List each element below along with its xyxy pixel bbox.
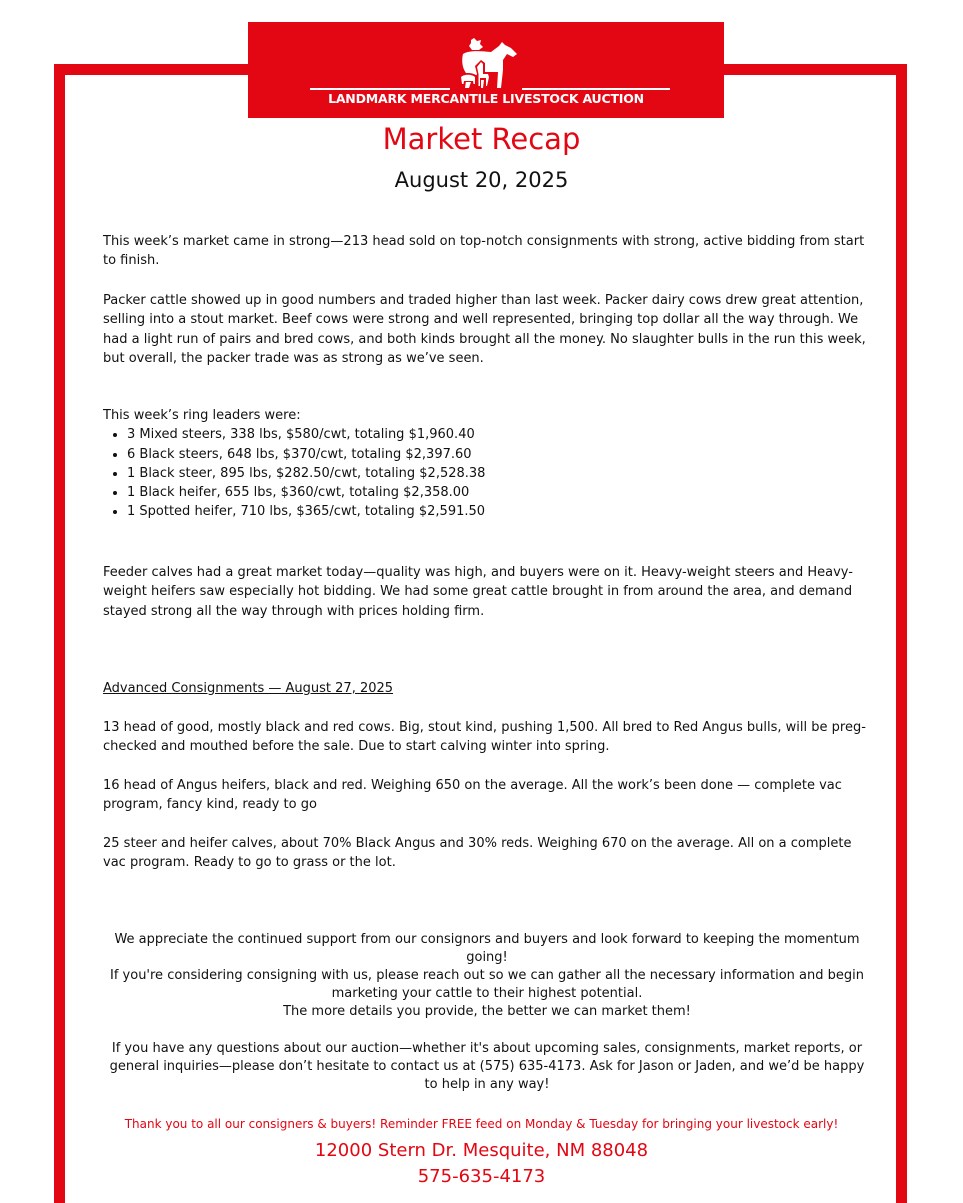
- phone-number: 575-635-4173: [417, 1166, 546, 1187]
- list-item: • 6 Black steers, 648 lbs, $370/cwt, totaling $2,397.60: [127, 445, 873, 464]
- ring-leaders-intro: This week’s ring leaders were:: [103, 408, 301, 423]
- page-title: Market Recap: [382, 122, 581, 156]
- thanks-note: Thank you to all our consigners & buyers! Reminder FREE feed on Monday & Tuesday for bringing your livestock early!: [124, 1117, 839, 1131]
- livestock-silhouette-icon: [455, 36, 521, 96]
- closing-line: The more details you provide, the better we can market them!: [283, 1004, 691, 1019]
- org-name: LANDMARK MERCANTILE LIVESTOCK AUCTION: [328, 91, 644, 106]
- consignment-item: 13 head of good, mostly black and red cows. Big, stout kind, pushing 1,500. All bred to Red Angus bulls, will be preg-checked and mouthed before the sale. Due to start calving winter into spring.: [103, 720, 866, 755]
- list-item: • 3 Mixed steers, 338 lbs, $580/cwt, totaling $1,960.40: [127, 425, 873, 444]
- ring-leaders-list: [103, 425, 873, 521]
- consignments-heading: Advanced Consignments — August 27, 2025: [103, 681, 394, 696]
- closing-line: We appreciate the continued support from our consignors and buyers and look forward to keeping the momentum going!: [114, 932, 860, 965]
- feeder-paragraph: Feeder calves had a great market today—quality was high, and buyers were on it. Heavy-weight steers and Heavy-weight heifers saw especially hot bidding. We had some great cattle brought in from around the area, and demand stayed strong all the way through with prices holding firm.: [103, 565, 853, 619]
- list-item: • 1 Black steer, 895 lbs, $282.50/cwt, totaling $2,528.38: [127, 464, 873, 483]
- packer-paragraph: Packer cattle showed up in good numbers and traded higher than last week. Packer dairy cows drew great attention, selling into a stout market. Beef cows were strong and well represented, bringing top dollar all the way through. We had a light run of pairs and bred cows, and both kinds brought all the money. No slaughter bulls in the run this week, but overall, the packer trade was as strong as we’ve seen.: [103, 293, 866, 366]
- report-date: August 20, 2025: [394, 168, 569, 192]
- list-item: • 1 Black heifer, 655 lbs, $360/cwt, totaling $2,358.00: [127, 483, 873, 502]
- contact-message: If you have any questions about our auction—whether it's about upcoming sales, consignments, market reports, or general inquiries—please don’t hesitate to contact us at (575) 635-4173. Ask for Jason or Jaden, and we’d be happy to help in any way!: [109, 1041, 865, 1092]
- banner-rule: [522, 88, 670, 90]
- consignment-item: 25 steer and heifer calves, about 70% Black Angus and 30% reds. Weighing 670 on the average. All on a complete vac program. Ready to go to grass or the lot.: [103, 836, 852, 871]
- ring-leaders-section: [103, 406, 873, 522]
- consignment-item: 16 head of Angus heifers, black and red. Weighing 650 on the average. All the work’s been done — complete vac program, fancy kind, ready to go: [103, 778, 842, 813]
- list-item: • 1 Spotted heifer, 710 lbs, $365/cwt, totaling $2,591.50: [127, 502, 873, 521]
- banner-rule: [310, 88, 450, 90]
- header-banner: [248, 22, 724, 118]
- address: 12000 Stern Dr. Mesquite, NM 88048: [314, 1140, 649, 1161]
- closing-line: If you're considering consigning with us, please reach out so we can gather all the necessary information and begin marketing your cattle to their highest potential.: [110, 968, 864, 1001]
- intro-paragraph: This week’s market came in strong—213 head sold on top-notch consignments with strong, active bidding from start to finish.: [103, 234, 865, 269]
- closing-message: [103, 931, 871, 1021]
